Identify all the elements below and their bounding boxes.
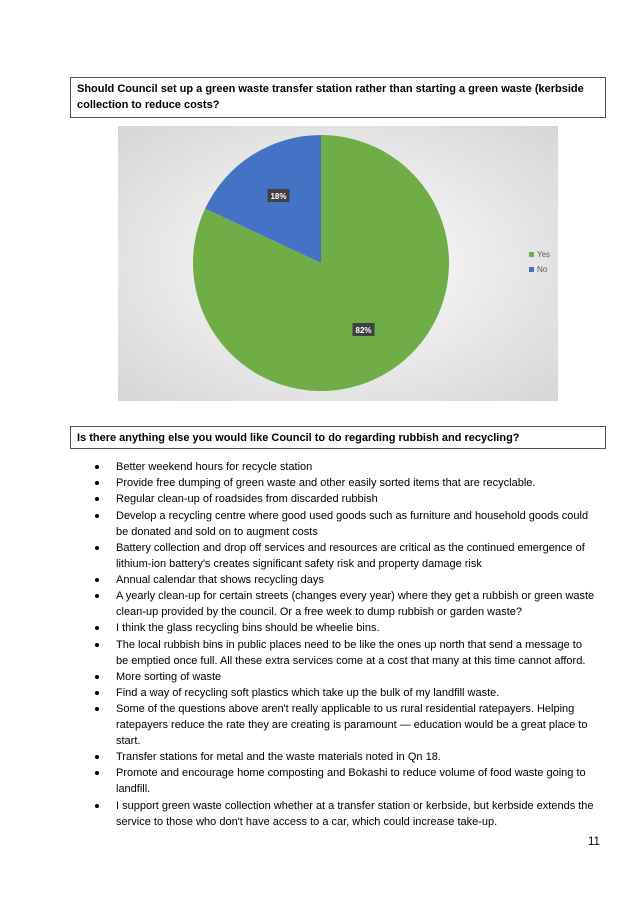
list-item	[0, 798, 637, 830]
data-label-text: 18%	[270, 191, 287, 201]
data-label-no	[267, 189, 289, 202]
list-item-text: Provide free dumping of green waste and other easily sorted items that are recyclable.	[116, 477, 536, 490]
bullet-icon	[95, 497, 99, 501]
list-item-text: Battery collection and drop off services and resources are critical as the continued emergence of lithium-ion battery's creates significant safety risk and property damage risk	[116, 541, 585, 570]
legend-label: Yes	[537, 250, 551, 259]
list-item	[0, 475, 637, 491]
list-item-text: Develop a recycling centre where good used goods such as furniture and household goods could be donated and sold on to augment costs	[116, 509, 589, 538]
list-item	[0, 701, 637, 749]
legend-swatch	[529, 252, 534, 257]
list-item-text: Find a way of recycling soft plastics which take up the bulk of my landfill waste.	[116, 686, 500, 699]
list-item	[0, 540, 637, 572]
list-item	[0, 749, 637, 765]
list-item-text: I think the glass recycling bins should be wheelie bins.	[116, 622, 380, 635]
question-2-text: Is there anything else you would like Council to do regarding rubbish and recycling?	[77, 432, 520, 444]
list-item-text: More sorting of waste	[116, 670, 222, 683]
bullet-icon	[95, 465, 99, 469]
list-item	[0, 491, 637, 507]
question-1-text: Should Council set up a green waste transfer station rather than starting a green waste (kerbside collection to reduce costs?	[77, 83, 584, 111]
list-item	[0, 669, 637, 685]
list-item-text: A yearly clean-up for certain streets (changes every year) where they get a rubbish or green waste clean-up provided by the council. Or a free week to dump rubbish or garden waste?	[116, 590, 595, 619]
list-item	[0, 572, 637, 588]
data-label-yes	[353, 323, 375, 336]
list-item	[0, 685, 637, 701]
list-item-text: Promote and encourage home composting and Bokashi to reduce volume of food waste going to landfill.	[116, 767, 586, 796]
list-item	[0, 620, 637, 636]
data-label-text: 82%	[355, 326, 372, 336]
list-item	[0, 459, 637, 475]
list-item	[0, 508, 637, 540]
bullet-icon	[95, 546, 99, 550]
page-number: 11	[588, 836, 600, 848]
bullet-icon	[95, 707, 99, 711]
bullet-icon	[95, 514, 99, 518]
bullet-icon	[95, 691, 99, 695]
list-item-text: Transfer stations for metal and the waste materials noted in Qn 18.	[116, 751, 441, 764]
response-list	[0, 459, 637, 830]
bullet-icon	[95, 771, 99, 775]
legend-label: No	[537, 265, 548, 274]
list-item-text: I support green waste collection whether at a transfer station or kerbside, but kerbside extends the service to those who don't have access to a car, which could increase take-up.	[116, 799, 594, 828]
question-1-box	[70, 77, 606, 118]
list-item	[0, 588, 637, 620]
bullet-icon	[95, 626, 99, 630]
bullet-icon	[95, 755, 99, 759]
list-item-text: The local rubbish bins in public places need to be like the ones up north that send a message to be emptied once full. All these extra services come at a cost that many at this time cannot afford.	[116, 638, 586, 667]
pie-chart	[118, 126, 558, 401]
bullet-icon	[95, 594, 99, 598]
bullet-icon	[95, 804, 99, 808]
list-item-text: Regular clean-up of roadsides from discarded rubbish	[116, 493, 378, 506]
question-2-box	[70, 426, 606, 449]
legend-swatch	[529, 267, 534, 272]
list-item	[0, 765, 637, 797]
list-item	[0, 637, 637, 669]
bullet-icon	[95, 675, 99, 679]
list-item-text: Some of the questions above aren't really applicable to us rural residential ratepayers. Helping ratepayers reduce the rate they are creating is paramount — education would be a great place to start.	[116, 703, 588, 748]
list-item-text: Annual calendar that shows recycling days	[116, 573, 324, 586]
bullet-icon	[95, 578, 99, 582]
list-item-text: Better weekend hours for recycle station	[116, 461, 313, 473]
bullet-icon	[95, 481, 99, 485]
bullet-icon	[95, 643, 99, 647]
